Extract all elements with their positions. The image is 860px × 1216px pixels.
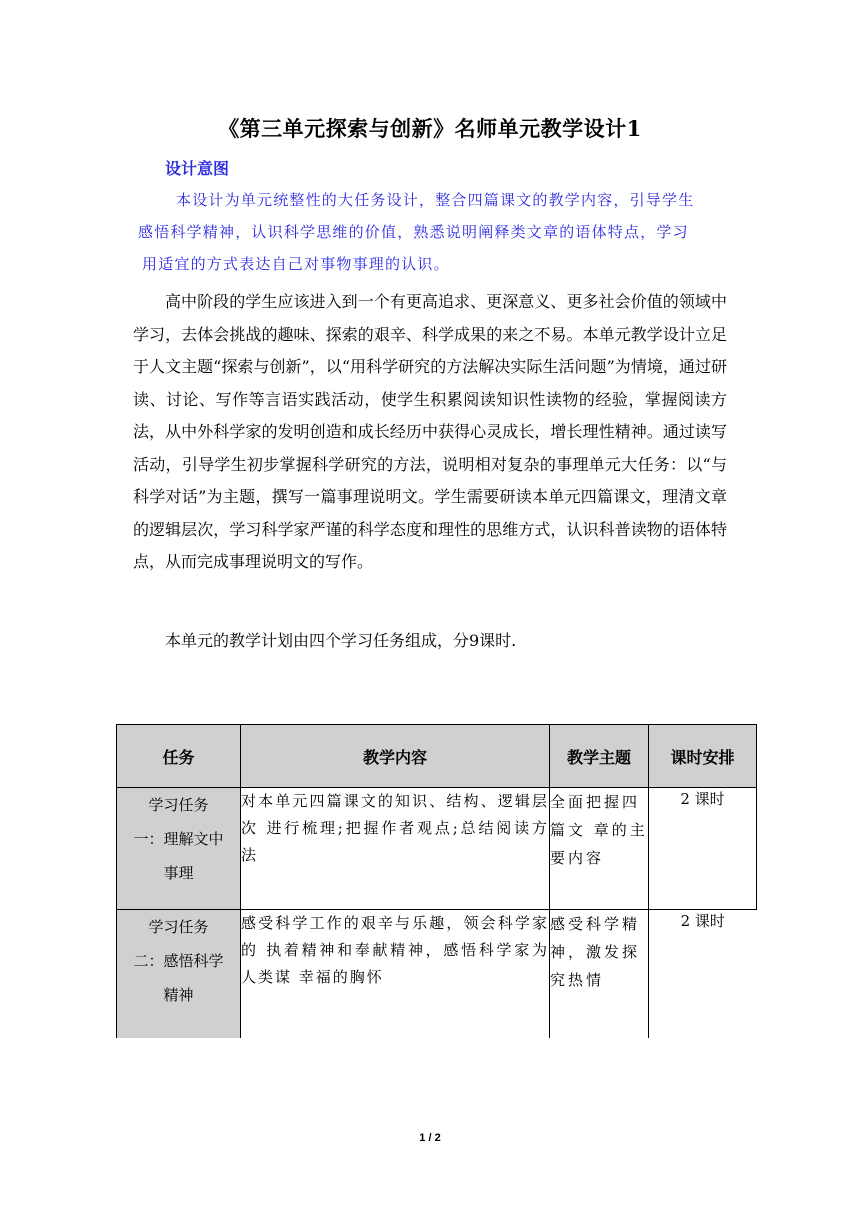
design-intent-heading: 设计意图 [165, 159, 230, 178]
task-cell [117, 788, 241, 910]
task-line: 二：感悟科学 [133, 952, 224, 970]
theme-cell: 全面把握四篇文 章的主要内容 [550, 788, 649, 910]
page-number: 1 / 2 [419, 1132, 441, 1144]
task-cell [117, 910, 241, 1039]
intent-line-1: 本设计为单元统整性的大任务设计，整合四篇课文的教学内容，引导学生 [176, 191, 695, 209]
task-line: 学习任务 [148, 918, 209, 936]
table-header-row [117, 725, 757, 788]
task-line: 一：理解文中 [133, 830, 224, 848]
hours-cell: 2 课时 [649, 910, 757, 1039]
plan-sentence: 本单元的教学计划由四个学习任务组成，分9课时. [165, 631, 517, 650]
task-table [116, 724, 757, 1038]
header-content: 教学内容 [241, 725, 550, 788]
task-line: 精神 [163, 986, 194, 1004]
table-row [117, 910, 757, 1039]
header-theme: 教学主题 [550, 725, 649, 788]
header-task: 任务 [117, 725, 241, 788]
table-row [117, 788, 757, 910]
task-line: 学习任务 [148, 796, 209, 814]
intent-line-3: 用适宜的方式表达自己对事物事理的认识。 [142, 255, 450, 273]
content-cell: 对本单元四篇课文的知识、结构、逻辑层次 进行梳理;把握作者观点;总结阅读方法 [241, 788, 550, 910]
content-cell: 感受科学工作的艰辛与乐趣，领会科学家的 执着精神和奉献精神，感悟科学家为人类谋 幸福的胸怀 [241, 910, 550, 1039]
intent-line-2: 感悟科学精神，认识科学思维的价值，熟悉说明阐释类文章的语体特点，学习 [138, 223, 689, 241]
task-line: 事理 [163, 864, 194, 882]
header-hours: 课时安排 [649, 725, 757, 788]
body-paragraph-text: 高中阶段的学生应该进入到一个有更高追求、更深意义、更多社会价值的领域中学习，去体会挑战的趣味、探索的艰辛、科学成果的来之不易。本单元教学设计立足于人文主题“探索与创新”，以“用科学研究的方法解决实际生活问题”为情境，通过研读、讨论、写作等言语实践活动，使学生积累阅读知识性读物的经验，掌握阅读方法，从中外科学家的发明创造和成长经历中获得心灵成长，增长理性精神。通过读写活动，引导学生初步掌握科学研究的方法，说明相对复杂的事理单元大任务：以“与科学对话”为主题，撰写一篇事理说明文。学生需要研读本单元四篇课文，理清文章的逻辑层次，学习科学家严谨的科学态度和理性的思维方式，认识科普读物的语体特点，从而完成事理说明文的写作。 [133, 292, 727, 571]
body-paragraph [133, 286, 727, 579]
design-intent-text [138, 184, 738, 280]
page-title: 《第三单元探索与创新》名师单元教学设计1 [218, 116, 642, 141]
hours-cell: 2 课时 [649, 788, 757, 910]
theme-cell: 感受科学精神，激发探究热情 [550, 910, 649, 1039]
